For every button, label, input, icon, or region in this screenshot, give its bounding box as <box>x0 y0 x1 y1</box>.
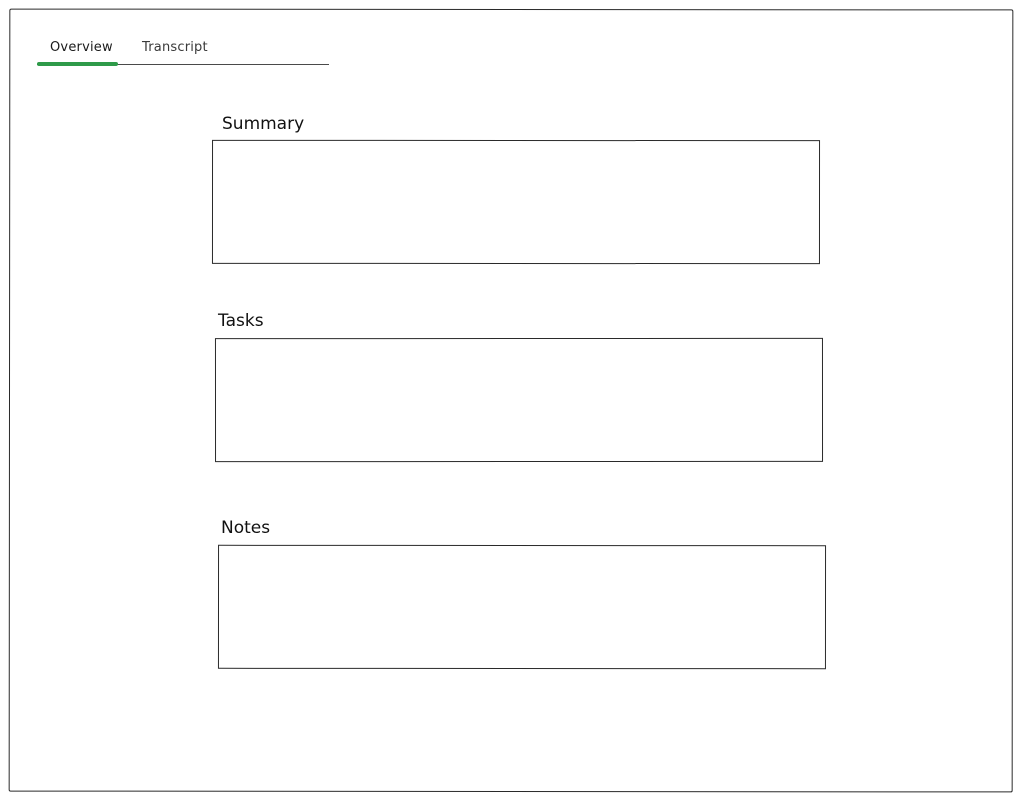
tab-bar <box>37 36 329 68</box>
summary-panel[interactable] <box>212 140 820 264</box>
active-tab-indicator <box>37 62 118 66</box>
tasks-panel[interactable] <box>215 338 823 462</box>
tasks-heading: Tasks <box>218 311 264 331</box>
tab-transcript[interactable]: Transcript <box>142 40 208 55</box>
notes-panel[interactable] <box>218 545 826 669</box>
summary-heading: Summary <box>222 114 305 134</box>
tab-overview[interactable]: Overview <box>50 40 113 55</box>
notes-heading: Notes <box>221 518 271 538</box>
